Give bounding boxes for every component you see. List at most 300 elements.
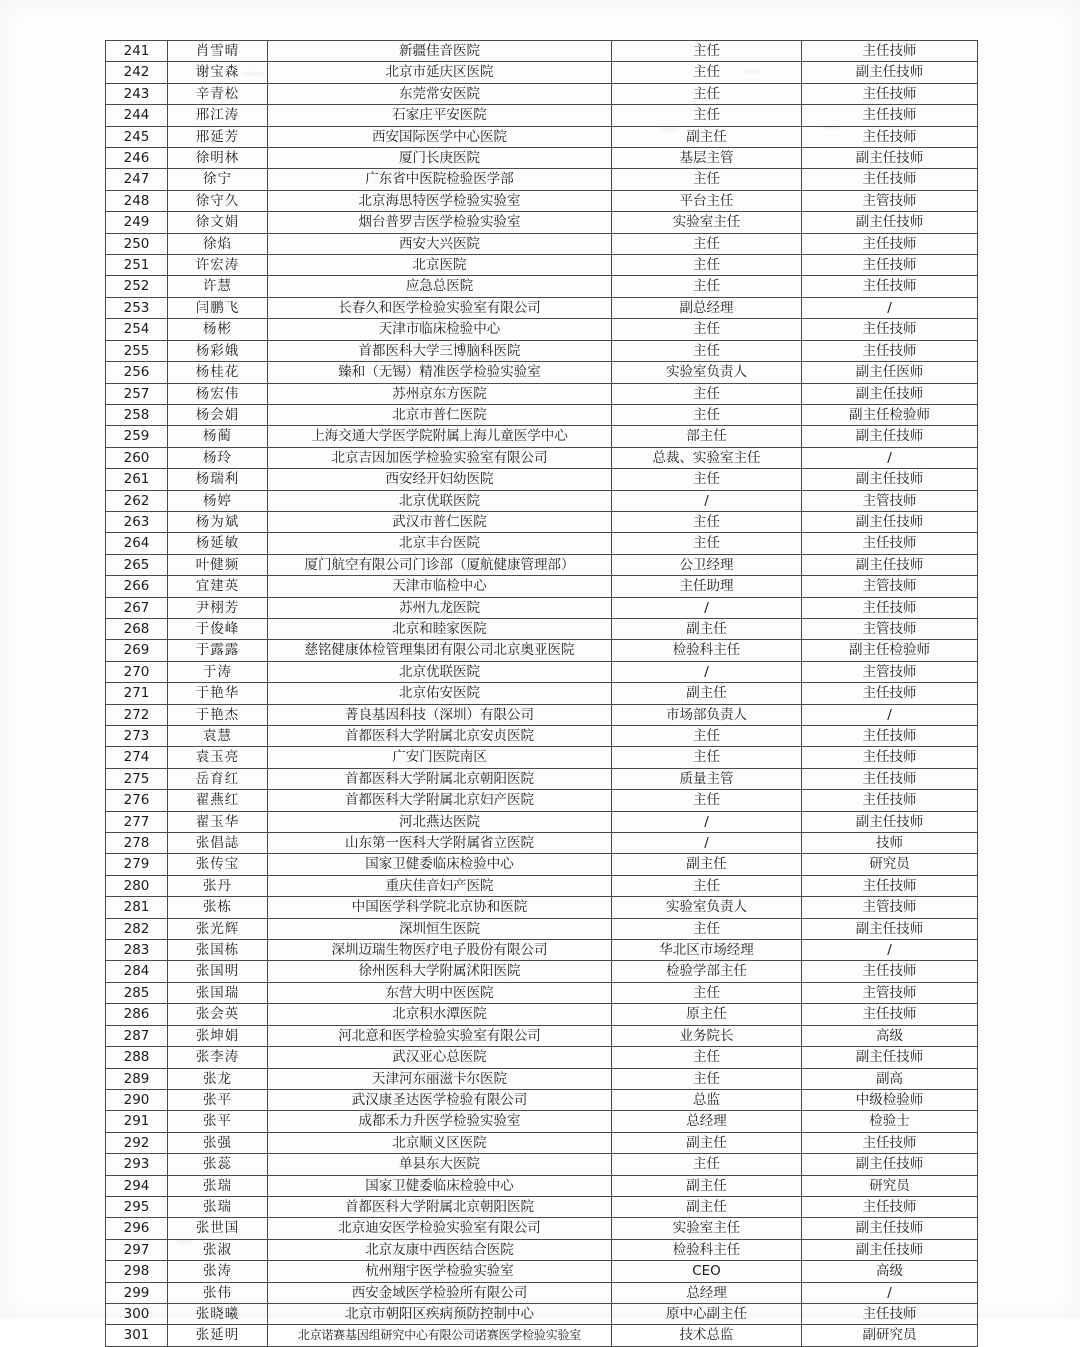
title-cell: 主任 xyxy=(612,1047,802,1068)
table-row xyxy=(106,340,978,361)
title-cell: 检验科主任 xyxy=(612,640,802,661)
table-row xyxy=(106,1047,978,1068)
index-cell: 256 xyxy=(106,362,168,383)
title-cell: 主任 xyxy=(612,404,802,425)
name-cell: 杨瑞利 xyxy=(168,469,268,490)
prof-cell: 副主任技师 xyxy=(802,383,978,404)
prof-cell: 主任技师 xyxy=(802,319,978,340)
name-cell: 于露露 xyxy=(168,640,268,661)
index-cell: 278 xyxy=(106,833,168,854)
org-cell: 天津河东丽滋卡尔医院 xyxy=(268,1068,612,1089)
title-cell: 主任 xyxy=(612,533,802,554)
index-cell: 268 xyxy=(106,618,168,639)
name-cell: 辛青松 xyxy=(168,83,268,104)
index-cell: 260 xyxy=(106,447,168,468)
prof-cell: / xyxy=(802,447,978,468)
name-cell: 杨彬 xyxy=(168,319,268,340)
title-cell: / xyxy=(612,833,802,854)
index-cell: 273 xyxy=(106,726,168,747)
prof-cell: 副主任技师 xyxy=(802,62,978,83)
table-row xyxy=(106,1196,978,1217)
org-cell: 长春久和医学检验实验室有限公司 xyxy=(268,297,612,318)
index-cell: 290 xyxy=(106,1089,168,1110)
title-cell: 副主任 xyxy=(612,683,802,704)
name-cell: 张传宝 xyxy=(168,854,268,875)
prof-cell: / xyxy=(802,704,978,725)
index-cell: 255 xyxy=(106,340,168,361)
org-cell: 单县东大医院 xyxy=(268,1154,612,1175)
title-cell: 总经理 xyxy=(612,1282,802,1303)
table-row xyxy=(106,554,978,575)
prof-cell: 副高 xyxy=(802,1068,978,1089)
prof-cell: 主任技师 xyxy=(802,683,978,704)
title-cell: 主任 xyxy=(612,726,802,747)
title-cell: / xyxy=(612,811,802,832)
index-cell: 262 xyxy=(106,490,168,511)
index-cell: 245 xyxy=(106,126,168,147)
name-cell: 张平 xyxy=(168,1111,268,1132)
table-row xyxy=(106,126,978,147)
table-row xyxy=(106,41,978,62)
name-cell: 杨为斌 xyxy=(168,511,268,532)
prof-cell: 副主任技师 xyxy=(802,811,978,832)
index-cell: 272 xyxy=(106,704,168,725)
org-cell: 北京医院 xyxy=(268,255,612,276)
table-row xyxy=(106,190,978,211)
prof-cell: 副主任技师 xyxy=(802,918,978,939)
table-row xyxy=(106,640,978,661)
name-cell: 许宏涛 xyxy=(168,255,268,276)
name-cell: 翟玉华 xyxy=(168,811,268,832)
title-cell: 主任 xyxy=(612,169,802,190)
org-cell: 深圳迈瑞生物医疗电子股份有限公司 xyxy=(268,940,612,961)
title-cell: 主任 xyxy=(612,105,802,126)
org-cell: 上海交通大学医学院附属上海儿童医学中心 xyxy=(268,426,612,447)
title-cell: / xyxy=(612,490,802,511)
index-cell: 266 xyxy=(106,576,168,597)
index-cell: 287 xyxy=(106,1025,168,1046)
index-cell: 243 xyxy=(106,83,168,104)
org-cell: 厦门航空有限公司门诊部（厦航健康管理部） xyxy=(268,554,612,575)
name-cell: 张涛 xyxy=(168,1261,268,1282)
title-cell: 主任 xyxy=(612,383,802,404)
title-cell: 原中心副主任 xyxy=(612,1303,802,1324)
prof-cell: 主任技师 xyxy=(802,340,978,361)
table-row xyxy=(106,1303,978,1324)
title-cell: 副主任 xyxy=(612,618,802,639)
title-cell: 主任 xyxy=(612,1068,802,1089)
index-cell: 300 xyxy=(106,1303,168,1324)
org-cell: 北京迪安医学检验实验室有限公司 xyxy=(268,1218,612,1239)
table-row xyxy=(106,1175,978,1196)
table-row xyxy=(106,918,978,939)
name-cell: 张蕊 xyxy=(168,1154,268,1175)
prof-cell: 主任技师 xyxy=(802,1303,978,1324)
table-row xyxy=(106,233,978,254)
org-cell: 中国医学科学院北京协和医院 xyxy=(268,897,612,918)
prof-cell: / xyxy=(802,297,978,318)
index-cell: 263 xyxy=(106,511,168,532)
table-row xyxy=(106,1239,978,1260)
name-cell: 杨彩娥 xyxy=(168,340,268,361)
org-cell: 徐州医科大学附属沭阳医院 xyxy=(268,961,612,982)
title-cell: 主任 xyxy=(612,62,802,83)
name-cell: 张强 xyxy=(168,1132,268,1153)
index-cell: 284 xyxy=(106,961,168,982)
name-cell: 袁玉亮 xyxy=(168,747,268,768)
name-cell: 闫鹏飞 xyxy=(168,297,268,318)
org-cell: 北京市普仁医院 xyxy=(268,404,612,425)
index-cell: 280 xyxy=(106,875,168,896)
index-cell: 297 xyxy=(106,1239,168,1260)
org-cell: 西安大兴医院 xyxy=(268,233,612,254)
prof-cell: 主管技师 xyxy=(802,982,978,1003)
org-cell: 北京诺赛基因组研究中心有限公司诺赛医学检验实验室 xyxy=(268,1325,612,1346)
prof-cell: 副主任技师 xyxy=(802,511,978,532)
prof-cell: 主任技师 xyxy=(802,276,978,297)
name-cell: 徐明林 xyxy=(168,148,268,169)
title-cell: 主任 xyxy=(612,469,802,490)
name-cell: 张会英 xyxy=(168,1004,268,1025)
name-cell: 于俊峰 xyxy=(168,618,268,639)
title-cell: / xyxy=(612,661,802,682)
name-cell: 于艳华 xyxy=(168,683,268,704)
prof-cell: 技师 xyxy=(802,833,978,854)
name-cell: 张龙 xyxy=(168,1068,268,1089)
org-cell: 北京顺义区医院 xyxy=(268,1132,612,1153)
org-cell: 北京优联医院 xyxy=(268,661,612,682)
prof-cell: 主管技师 xyxy=(802,490,978,511)
index-cell: 293 xyxy=(106,1154,168,1175)
index-cell: 248 xyxy=(106,190,168,211)
table-row xyxy=(106,533,978,554)
name-cell: 张世国 xyxy=(168,1218,268,1239)
prof-cell: 副主任检验师 xyxy=(802,404,978,425)
name-cell: 宜建英 xyxy=(168,576,268,597)
name-cell: 杨桂花 xyxy=(168,362,268,383)
table-row xyxy=(106,511,978,532)
title-cell: 主任助理 xyxy=(612,576,802,597)
prof-cell: 高级 xyxy=(802,1025,978,1046)
index-cell: 294 xyxy=(106,1175,168,1196)
title-cell: 总裁、实验室主任 xyxy=(612,447,802,468)
title-cell: 技术总监 xyxy=(612,1325,802,1346)
index-cell: 270 xyxy=(106,661,168,682)
title-cell: 主任 xyxy=(612,511,802,532)
title-cell: 平台主任 xyxy=(612,190,802,211)
table-row xyxy=(106,897,978,918)
table-row xyxy=(106,426,978,447)
prof-cell: 副研究员 xyxy=(802,1325,978,1346)
org-cell: 慈铭健康体检管理集团有限公司北京奥亚医院 xyxy=(268,640,612,661)
table-row xyxy=(106,383,978,404)
index-cell: 275 xyxy=(106,768,168,789)
title-cell: 主任 xyxy=(612,340,802,361)
index-cell: 279 xyxy=(106,854,168,875)
table-row xyxy=(106,83,978,104)
title-cell: 主任 xyxy=(612,255,802,276)
title-cell: 主任 xyxy=(612,747,802,768)
prof-cell: 主任技师 xyxy=(802,533,978,554)
index-cell: 253 xyxy=(106,297,168,318)
name-cell: 邢延芳 xyxy=(168,126,268,147)
org-cell: 首都医科大学附属北京朝阳医院 xyxy=(268,768,612,789)
index-cell: 299 xyxy=(106,1282,168,1303)
org-cell: 东营大明中医医院 xyxy=(268,982,612,1003)
org-cell: 石家庄平安医院 xyxy=(268,105,612,126)
org-cell: 河北燕达医院 xyxy=(268,811,612,832)
prof-cell: 主管技师 xyxy=(802,618,978,639)
index-cell: 252 xyxy=(106,276,168,297)
org-cell: 山东第一医科大学附属省立医院 xyxy=(268,833,612,854)
prof-cell: 主管技师 xyxy=(802,661,978,682)
title-cell: 副主任 xyxy=(612,126,802,147)
name-cell: 杨宏伟 xyxy=(168,383,268,404)
org-cell: 首都医科大学附属北京妇产医院 xyxy=(268,790,612,811)
org-cell: 苏州九龙医院 xyxy=(268,597,612,618)
prof-cell: 主任技师 xyxy=(802,126,978,147)
prof-cell: 副主任技师 xyxy=(802,469,978,490)
prof-cell: 副主任检验师 xyxy=(802,640,978,661)
name-cell: 叶健频 xyxy=(168,554,268,575)
title-cell: 实验室主任 xyxy=(612,1218,802,1239)
table-row xyxy=(106,1089,978,1110)
table-row xyxy=(106,62,978,83)
prof-cell: 主任技师 xyxy=(802,597,978,618)
title-cell: 副主任 xyxy=(612,1175,802,1196)
index-cell: 289 xyxy=(106,1068,168,1089)
prof-cell: 检验士 xyxy=(802,1111,978,1132)
index-cell: 298 xyxy=(106,1261,168,1282)
prof-cell: 主任技师 xyxy=(802,747,978,768)
index-cell: 282 xyxy=(106,918,168,939)
table-row xyxy=(106,618,978,639)
table-row xyxy=(106,790,978,811)
org-cell: 烟台普罗吉医学检验实验室 xyxy=(268,212,612,233)
table-row xyxy=(106,704,978,725)
index-cell: 247 xyxy=(106,169,168,190)
prof-cell: 副主任医师 xyxy=(802,362,978,383)
name-cell: 张国栋 xyxy=(168,940,268,961)
org-cell: 杭州翔宇医学检验实验室 xyxy=(268,1261,612,1282)
title-cell: 总经理 xyxy=(612,1111,802,1132)
table-row xyxy=(106,1132,978,1153)
table-row xyxy=(106,255,978,276)
table-row xyxy=(106,1025,978,1046)
title-cell: 副总经理 xyxy=(612,297,802,318)
name-cell: 邢江涛 xyxy=(168,105,268,126)
name-cell: 谢宝森 xyxy=(168,62,268,83)
org-cell: 天津市临床检验中心 xyxy=(268,319,612,340)
name-cell: 于涛 xyxy=(168,661,268,682)
table-row xyxy=(106,768,978,789)
name-cell: 杨玲 xyxy=(168,447,268,468)
org-cell: 厦门长庚医院 xyxy=(268,148,612,169)
index-cell: 265 xyxy=(106,554,168,575)
prof-cell: 副主任技师 xyxy=(802,1154,978,1175)
title-cell: 主任 xyxy=(612,41,802,62)
name-cell: 于艳杰 xyxy=(168,704,268,725)
roster-table xyxy=(105,40,978,1347)
index-cell: 250 xyxy=(106,233,168,254)
prof-cell: 副主任技师 xyxy=(802,1047,978,1068)
org-cell: 北京市朝阳区疾病预防控制中心 xyxy=(268,1303,612,1324)
name-cell: 张瑞 xyxy=(168,1196,268,1217)
org-cell: 新疆佳音医院 xyxy=(268,41,612,62)
org-cell: 北京友康中西医结合医院 xyxy=(268,1239,612,1260)
title-cell: CEO xyxy=(612,1261,802,1282)
title-cell: 原主任 xyxy=(612,1004,802,1025)
index-cell: 292 xyxy=(106,1132,168,1153)
prof-cell: 主任技师 xyxy=(802,233,978,254)
title-cell: 副主任 xyxy=(612,1196,802,1217)
org-cell: 应急总医院 xyxy=(268,276,612,297)
prof-cell: 主管技师 xyxy=(802,190,978,211)
prof-cell: 主任技师 xyxy=(802,255,978,276)
table-row xyxy=(106,297,978,318)
table-row xyxy=(106,1282,978,1303)
index-cell: 271 xyxy=(106,683,168,704)
org-cell: 北京市延庆区医院 xyxy=(268,62,612,83)
table-row xyxy=(106,833,978,854)
title-cell: 质量主管 xyxy=(612,768,802,789)
table-row xyxy=(106,940,978,961)
org-cell: 天津市临检中心 xyxy=(268,576,612,597)
org-cell: 臻和（无锡）精准医学检验实验室 xyxy=(268,362,612,383)
roster-table-container xyxy=(105,40,977,1347)
org-cell: 武汉康圣达医学检验有限公司 xyxy=(268,1089,612,1110)
org-cell: 西安经开妇幼医院 xyxy=(268,469,612,490)
name-cell: 杨婷 xyxy=(168,490,268,511)
prof-cell: 副主任技师 xyxy=(802,1239,978,1260)
title-cell: 副主任 xyxy=(612,1132,802,1153)
org-cell: 北京和睦家医院 xyxy=(268,618,612,639)
title-cell: 实验室负责人 xyxy=(612,362,802,383)
org-cell: 北京吉因加医学检验实验室有限公司 xyxy=(268,447,612,468)
prof-cell: 主管技师 xyxy=(802,576,978,597)
prof-cell: 副主任技师 xyxy=(802,426,978,447)
index-cell: 246 xyxy=(106,148,168,169)
prof-cell: 主任技师 xyxy=(802,790,978,811)
org-cell: 西安金域医学检验所有限公司 xyxy=(268,1282,612,1303)
prof-cell: 主任技师 xyxy=(802,961,978,982)
title-cell: 基层主管 xyxy=(612,148,802,169)
prof-cell: 主任技师 xyxy=(802,83,978,104)
name-cell: 杨蔺 xyxy=(168,426,268,447)
name-cell: 杨延敏 xyxy=(168,533,268,554)
prof-cell: 中级检验师 xyxy=(802,1089,978,1110)
table-row xyxy=(106,1261,978,1282)
index-cell: 258 xyxy=(106,404,168,425)
prof-cell: 主管技师 xyxy=(802,897,978,918)
prof-cell: 主任技师 xyxy=(802,768,978,789)
name-cell: 张国明 xyxy=(168,961,268,982)
name-cell: 许慧 xyxy=(168,276,268,297)
org-cell: 北京积水潭医院 xyxy=(268,1004,612,1025)
index-cell: 257 xyxy=(106,383,168,404)
prof-cell: 主任技师 xyxy=(802,169,978,190)
title-cell: 主任 xyxy=(612,790,802,811)
prof-cell: / xyxy=(802,1282,978,1303)
name-cell: 翟燕红 xyxy=(168,790,268,811)
prof-cell: 副主任技师 xyxy=(802,212,978,233)
table-row xyxy=(106,726,978,747)
name-cell: 徐文娟 xyxy=(168,212,268,233)
index-cell: 241 xyxy=(106,41,168,62)
name-cell: 张延明 xyxy=(168,1325,268,1346)
table-row xyxy=(106,1004,978,1025)
table-row xyxy=(106,576,978,597)
index-cell: 277 xyxy=(106,811,168,832)
name-cell: 张伟 xyxy=(168,1282,268,1303)
table-row xyxy=(106,169,978,190)
index-cell: 286 xyxy=(106,1004,168,1025)
title-cell: 主任 xyxy=(612,1154,802,1175)
org-cell: 广东省中医院检验医学部 xyxy=(268,169,612,190)
name-cell: 张淑 xyxy=(168,1239,268,1260)
name-cell: 尹栩芳 xyxy=(168,597,268,618)
title-cell: 市场部负责人 xyxy=(612,704,802,725)
org-cell: 东莞常安医院 xyxy=(268,83,612,104)
title-cell: 主任 xyxy=(612,982,802,1003)
title-cell: 部主任 xyxy=(612,426,802,447)
table-row xyxy=(106,961,978,982)
index-cell: 288 xyxy=(106,1047,168,1068)
index-cell: 259 xyxy=(106,426,168,447)
prof-cell: / xyxy=(802,940,978,961)
index-cell: 301 xyxy=(106,1325,168,1346)
org-cell: 苏州京东方医院 xyxy=(268,383,612,404)
org-cell: 北京丰台医院 xyxy=(268,533,612,554)
name-cell: 张晓曦 xyxy=(168,1303,268,1324)
name-cell: 张李涛 xyxy=(168,1047,268,1068)
org-cell: 西安国际医学中心医院 xyxy=(268,126,612,147)
org-cell: 北京优联医院 xyxy=(268,490,612,511)
name-cell: 张丹 xyxy=(168,875,268,896)
name-cell: 徐守久 xyxy=(168,190,268,211)
table-row xyxy=(106,661,978,682)
title-cell: 主任 xyxy=(612,319,802,340)
org-cell: 武汉市普仁医院 xyxy=(268,511,612,532)
index-cell: 295 xyxy=(106,1196,168,1217)
name-cell: 肖雪晴 xyxy=(168,41,268,62)
table-row xyxy=(106,747,978,768)
table-row xyxy=(106,1154,978,1175)
org-cell: 河北意和医学检验实验室有限公司 xyxy=(268,1025,612,1046)
title-cell: 实验室负责人 xyxy=(612,897,802,918)
name-cell: 张国瑞 xyxy=(168,982,268,1003)
prof-cell: 主任技师 xyxy=(802,1004,978,1025)
index-cell: 267 xyxy=(106,597,168,618)
prof-cell: 主任技师 xyxy=(802,726,978,747)
title-cell: / xyxy=(612,597,802,618)
table-row xyxy=(106,811,978,832)
index-cell: 264 xyxy=(106,533,168,554)
name-cell: 张平 xyxy=(168,1089,268,1110)
name-cell: 袁慧 xyxy=(168,726,268,747)
org-cell: 首都医科大学附属北京朝阳医院 xyxy=(268,1196,612,1217)
prof-cell: 研究员 xyxy=(802,1175,978,1196)
name-cell: 徐焰 xyxy=(168,233,268,254)
index-cell: 251 xyxy=(106,255,168,276)
table-row xyxy=(106,875,978,896)
table-row xyxy=(106,1325,978,1346)
table-row xyxy=(106,362,978,383)
name-cell: 张坤娟 xyxy=(168,1025,268,1046)
org-cell: 成都禾力升医学检验实验室 xyxy=(268,1111,612,1132)
table-row xyxy=(106,319,978,340)
prof-cell: 副主任技师 xyxy=(802,554,978,575)
